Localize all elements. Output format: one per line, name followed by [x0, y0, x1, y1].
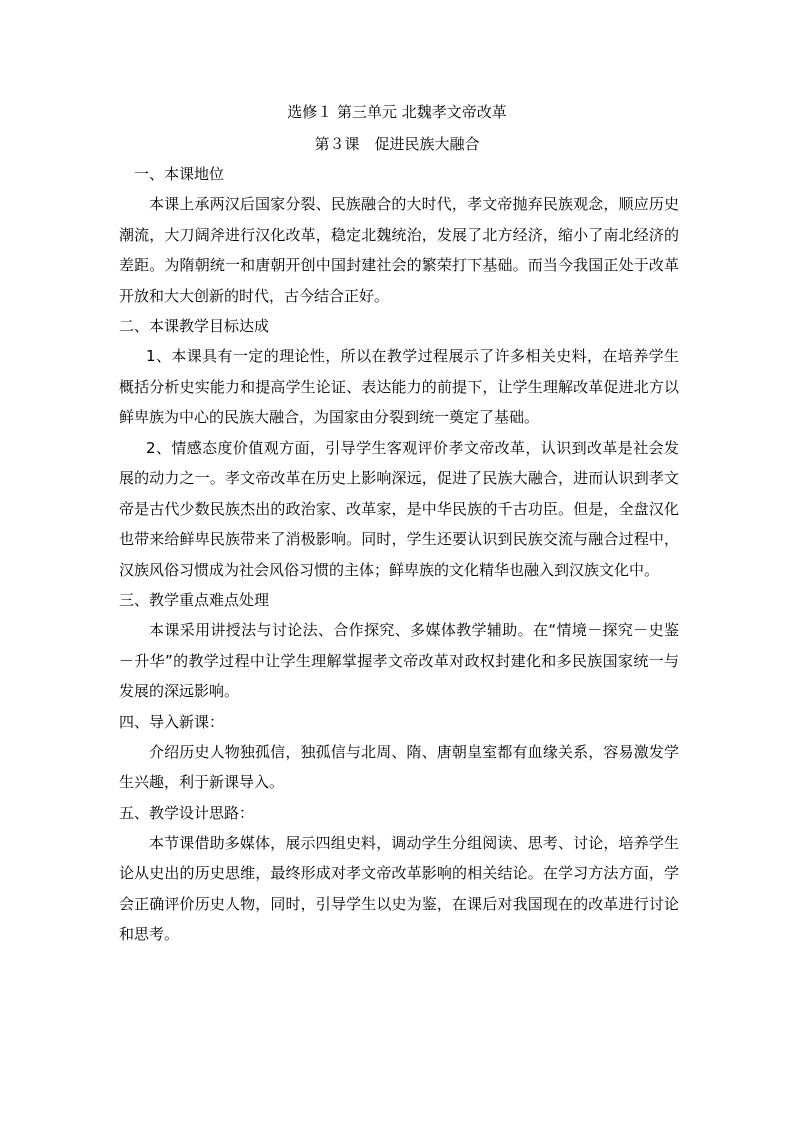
section-paragraph: 1、本课具有一定的理论性，所以在教学过程展示了许多相关史料，在培养学生概括分析史实能力和提高学生论证、表达能力的前提下，让学生理解改革促进北方以鲜卑族为中心的民族大融合，为国家由分裂到统一奠定了基础。 [119, 347, 679, 426]
section-heading-design: 五、教学设计思路： [119, 803, 255, 822]
section-paragraph: 本课上承两汉后国家分裂、民族融合的大时代，孝文帝抛弃民族观念，顺应历史潮流，大刀阔斧进行汉化改革，稳定北魏统治，发展了北方经济，缩小了南北经济的差距。为隋朝统一和唐朝开创中国封建社会的繁荣打下基础。而当今我国正处于改革开放和大大创新的时代，古今结合正好。 [119, 195, 679, 305]
section-paragraph: 介绍历史人物独孤信，独孤信与北周、隋、唐朝皇室都有血缘关系，容易激发学生兴趣，利于新课导入。 [119, 742, 679, 791]
document-title: 选修１ 第三单元 北魏孝文帝改革 [287, 103, 507, 121]
section-heading-key-points: 三、教学重点难点处理 [119, 591, 270, 609]
document-body [119, 159, 679, 950]
section-heading-position: 一、本课地位 [134, 165, 225, 183]
section-paragraph: 本课采用讲授法与讨论法、合作探究、多媒体教学辅助。在“情境－探究－史鉴－升华”的教学过程中让学生理解掌握孝文帝改革对政权封建化和多民族国家统一与发展的深远影响。 [119, 621, 679, 700]
section-heading-objectives: 二、本课教学目标达成 [119, 317, 270, 335]
document-subtitle: 第３课 促进民族大融合 [314, 135, 480, 153]
section-heading-introduction: 四、导入新课： [119, 712, 225, 731]
section-paragraph: 本节课借助多媒体，展示四组史料，调动学生分组阅读、思考、讨论，培养学生论从史出的历史思维，最终形成对孝文帝改革影响的相关结论。在学习方法方面，学会正确评价历史人物，同时，引导学生以史为鉴，在课后对我国现在的改革进行讨论和思考。 [119, 833, 679, 943]
section-paragraph: 2、情感态度价值观方面，引导学生客观评价孝文帝改革，认识到改革是社会发展的动力之一。孝文帝改革在历史上影响深远，促进了民族大融合，进而认识到孝文帝是古代少数民族杰出的政治家、改革家，是中华民族的千古功臣。但是，全盘汉化也带来给鲜卑民族带来了消极影响。同时，学生还要认识到民族交流与融合过程中，汉族风俗习惯成为社会风俗习惯的主体；鲜卑族的文化精华也融入到汉族文化中。 [119, 438, 679, 579]
